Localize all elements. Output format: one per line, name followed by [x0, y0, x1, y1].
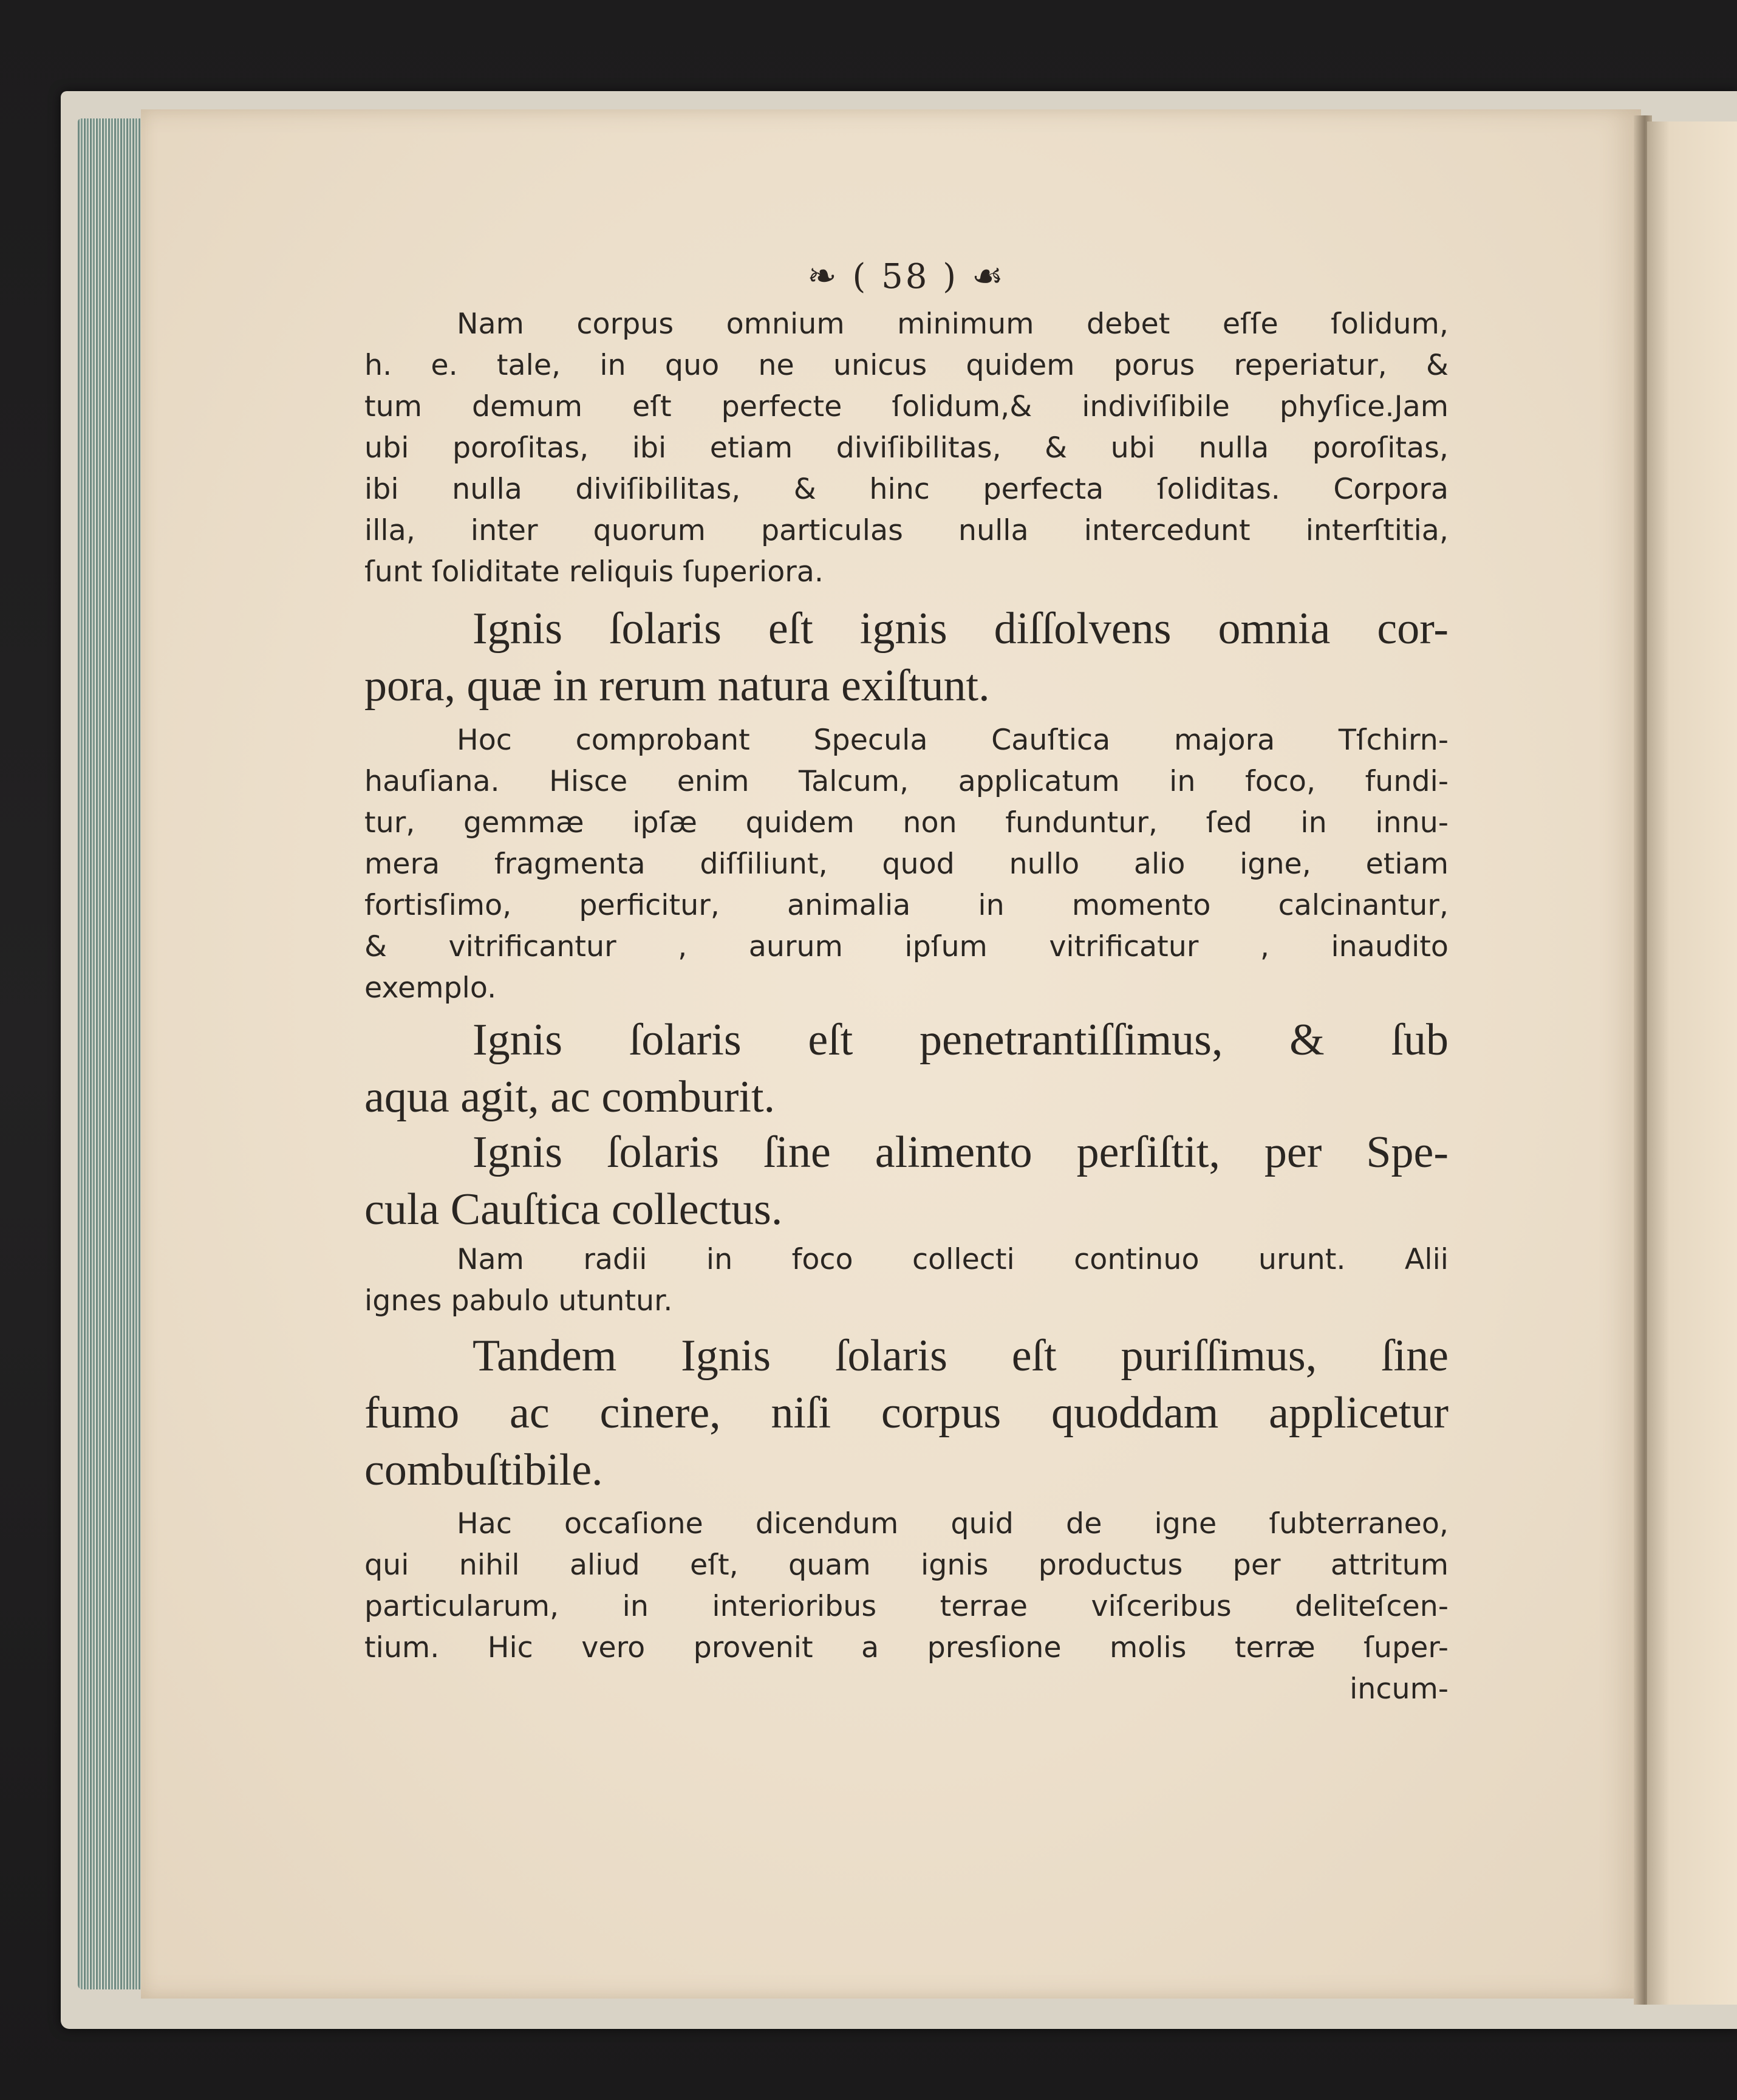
paragraph-4	[364, 1011, 1449, 1126]
text-line: ſunt ſoliditate reliquis ſuperiora.	[364, 555, 824, 589]
text-line: combuſtibile.	[364, 1445, 603, 1495]
text-line: Nam corpus omnium minimum debet eſſe ſolidum,	[457, 307, 1449, 341]
text-line: Nam radii in foco collecti continuo urunt. Alii	[457, 1243, 1449, 1276]
text-line: exemplo.	[364, 971, 497, 1005]
text-line: tium. Hic vero provenit a presſione molis terræ ſuper-	[364, 1631, 1449, 1664]
text-line: fortisſimo, perficitur, animalia in momento calcinantur,	[364, 889, 1449, 922]
left-ornament: ❧	[807, 255, 839, 296]
paragraph-2	[364, 600, 1449, 714]
text-line: Ignis ſolaris eſt ignis diſſolvens omnia cor-	[473, 604, 1449, 654]
text-line: ibi nulla diviſibilitas, & hinc perfecta ſoliditas. Corpora	[364, 473, 1449, 506]
text-line: pora, quæ in rerum natura exiſtunt.	[364, 661, 990, 711]
text-line: Hac occaſione dicendum quid de igne ſubterraneo,	[457, 1507, 1449, 1541]
text-line: cula Cauſtica collectus.	[364, 1185, 783, 1234]
paragraph-1	[364, 304, 1449, 593]
text-line: ignes pabulo utuntur.	[364, 1284, 673, 1318]
text-line: particularum, in interioribus terrae viſceribus deliteſcen-	[364, 1590, 1449, 1623]
text-line: mera fragmenta diſſiliunt, quod nullo alio igne, etiam	[364, 847, 1449, 881]
page-edges	[78, 118, 148, 1989]
text-line: h. e. tale, in quo ne unicus quidem porus reperiatur, &	[364, 349, 1449, 382]
text-line: & vitrificantur , aurum ipſum vitrificatur , inaudito	[364, 930, 1449, 963]
text-line: aqua agit, ac comburit.	[364, 1072, 776, 1122]
right-ornament: ☙	[971, 255, 1006, 296]
text-line: tum demum eſt perfecte ſolidum,& indiviſibile phyſice.Jam	[364, 390, 1449, 423]
paragraph-6	[364, 1239, 1449, 1322]
text-line: fumo ac cinere, niſi corpus quoddam applicetur	[364, 1388, 1449, 1438]
text-line: Ignis ſolaris ſine alimento perſiſtit, per Spe-	[473, 1127, 1449, 1177]
text-line: Ignis ſolaris eſt penetrantiſſimus, & ſub	[473, 1015, 1449, 1065]
text-line: ubi poroſitas, ibi etiam diviſibilitas, & ubi nulla poroſitas,	[364, 431, 1449, 465]
paragraph-8	[364, 1503, 1449, 1669]
text-line: qui nihil aliud eſt, quam ignis productus per attritum	[364, 1548, 1449, 1582]
paragraph-3	[364, 720, 1449, 1009]
text-line: Hoc comprobant Specula Cauſtica majora Tſchirn-	[457, 723, 1449, 757]
facing-page	[1647, 121, 1737, 2005]
paragraph-7	[364, 1327, 1449, 1499]
page-header	[364, 255, 1449, 296]
text-line: hauſiana. Hisce enim Talcum, applicatum in foco, fundi-	[364, 765, 1449, 798]
catchword: incum-	[1350, 1672, 1449, 1706]
page-number: ( 58 )	[852, 257, 959, 296]
paragraph-5	[364, 1124, 1449, 1238]
text-line: Tandem Ignis ſolaris eſt puriſſimus, ſine	[473, 1331, 1449, 1381]
text-line: tur, gemmæ ipſæ quidem non funduntur, ſed in innu-	[364, 806, 1449, 840]
text-line: illa, inter quorum particulas nulla intercedunt interſtitia,	[364, 514, 1449, 547]
